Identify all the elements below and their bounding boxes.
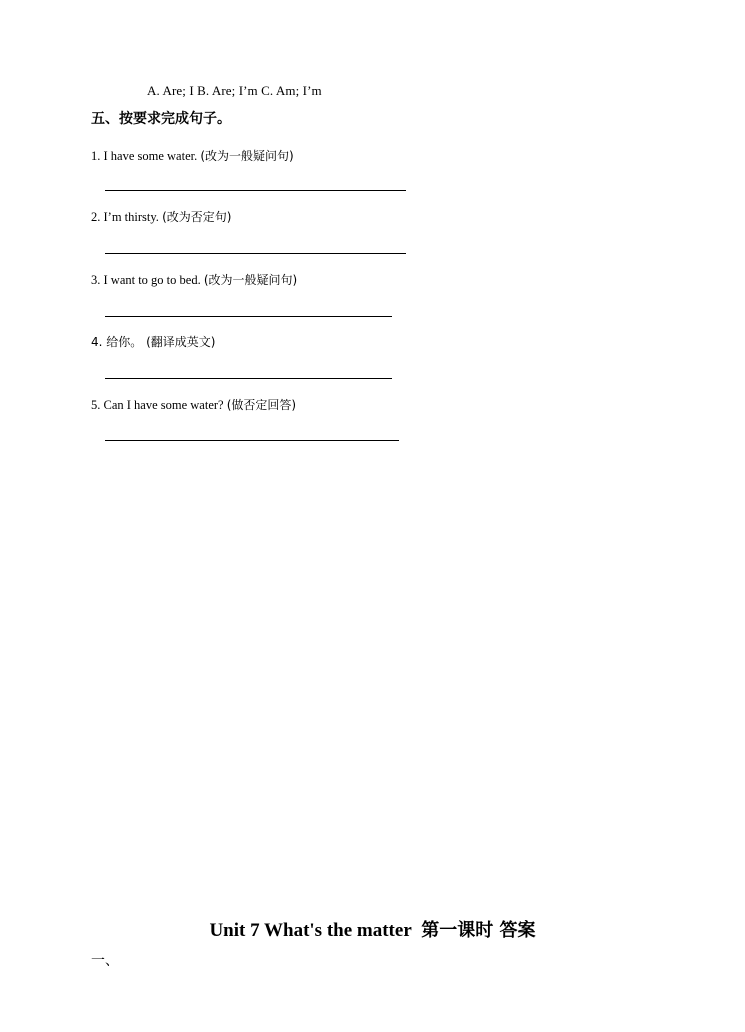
question-instruction: (做否定回答) [226,398,297,412]
question-text: 4. 给你。 [91,335,147,349]
question-2 [91,208,231,225]
answers-title [0,916,745,942]
question-4 [91,333,215,350]
question-instruction: (改为否定句) [162,210,232,224]
question-instruction: (改为一般疑问句) [203,273,298,287]
answer-line-4 [105,378,392,379]
question-3 [91,271,297,288]
question-text: 1. I have some water. [91,149,198,163]
answer-line-1 [105,190,406,191]
question-text: 3. I want to go to bed. [91,273,204,287]
answers-first-section: 一、 [91,953,119,969]
question-instruction: (改为一般疑问句) [200,149,294,163]
answers-title-en: Unit 7 What's the matter [209,920,412,941]
answer-line-5 [105,440,399,441]
answers-title-zh: 第一课时 答案 [421,920,536,941]
question-text: 5. Can I have some water? [91,398,224,412]
answer-line-2 [105,253,406,254]
question-instruction: (翻译成英文) [146,335,216,349]
question-1 [91,147,294,164]
question-text: 2. I’m thirsty. [91,210,159,224]
answer-line-3 [105,316,392,317]
section-heading: 五、按要求完成句子。 [91,111,231,127]
options-line: A. Are; I B. Are; I’m C. Am; I’m [147,83,322,98]
question-5 [91,396,296,413]
